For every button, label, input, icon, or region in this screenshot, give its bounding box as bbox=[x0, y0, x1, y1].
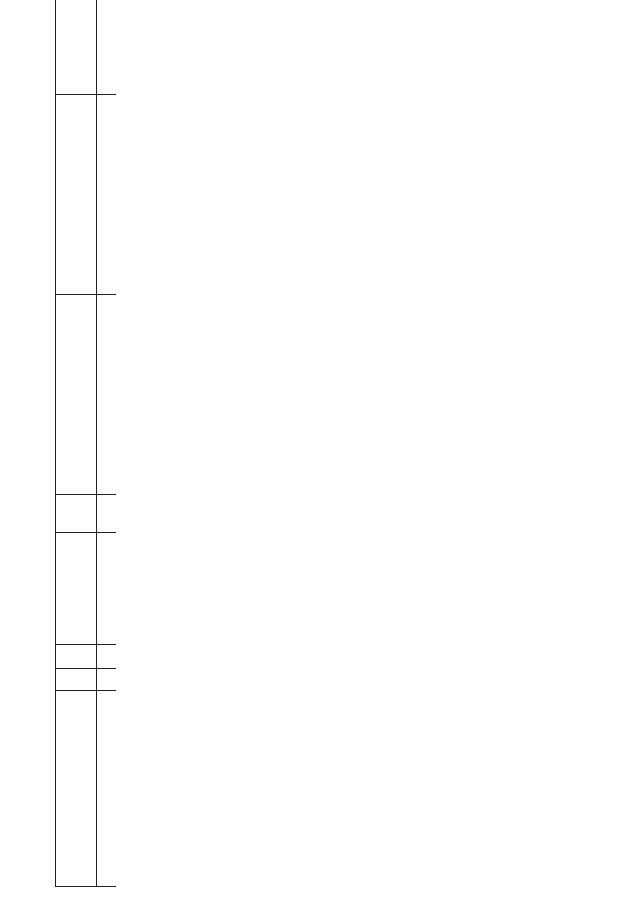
table-row bbox=[107, 0, 116, 887]
row-pr bbox=[97, 645, 108, 669]
row-pr bbox=[107, 645, 116, 669]
header-2018 bbox=[56, 295, 97, 495]
row-2020 bbox=[107, 0, 116, 95]
row-name bbox=[97, 691, 108, 887]
row-vr bbox=[107, 495, 116, 533]
header-name bbox=[56, 691, 97, 887]
row-rz bbox=[107, 669, 116, 691]
header-2020 bbox=[56, 0, 97, 95]
header-rz bbox=[56, 669, 97, 691]
header-2019 bbox=[56, 95, 97, 295]
row-rz bbox=[97, 669, 108, 691]
table-row bbox=[97, 0, 108, 887]
row-vr bbox=[97, 495, 108, 533]
header-vr bbox=[56, 495, 97, 533]
row-2019 bbox=[107, 95, 116, 295]
table-header-row bbox=[56, 0, 97, 887]
row-2020 bbox=[97, 0, 108, 95]
budget-table bbox=[55, 0, 116, 887]
row-2019 bbox=[97, 95, 108, 295]
rotated-page-content bbox=[55, 0, 640, 887]
row-csr bbox=[107, 533, 116, 645]
header-pr bbox=[56, 645, 97, 669]
row-2018 bbox=[107, 295, 116, 495]
header-csr bbox=[56, 533, 97, 645]
row-2018 bbox=[97, 295, 108, 495]
row-csr bbox=[97, 533, 108, 645]
row-name bbox=[107, 691, 116, 887]
